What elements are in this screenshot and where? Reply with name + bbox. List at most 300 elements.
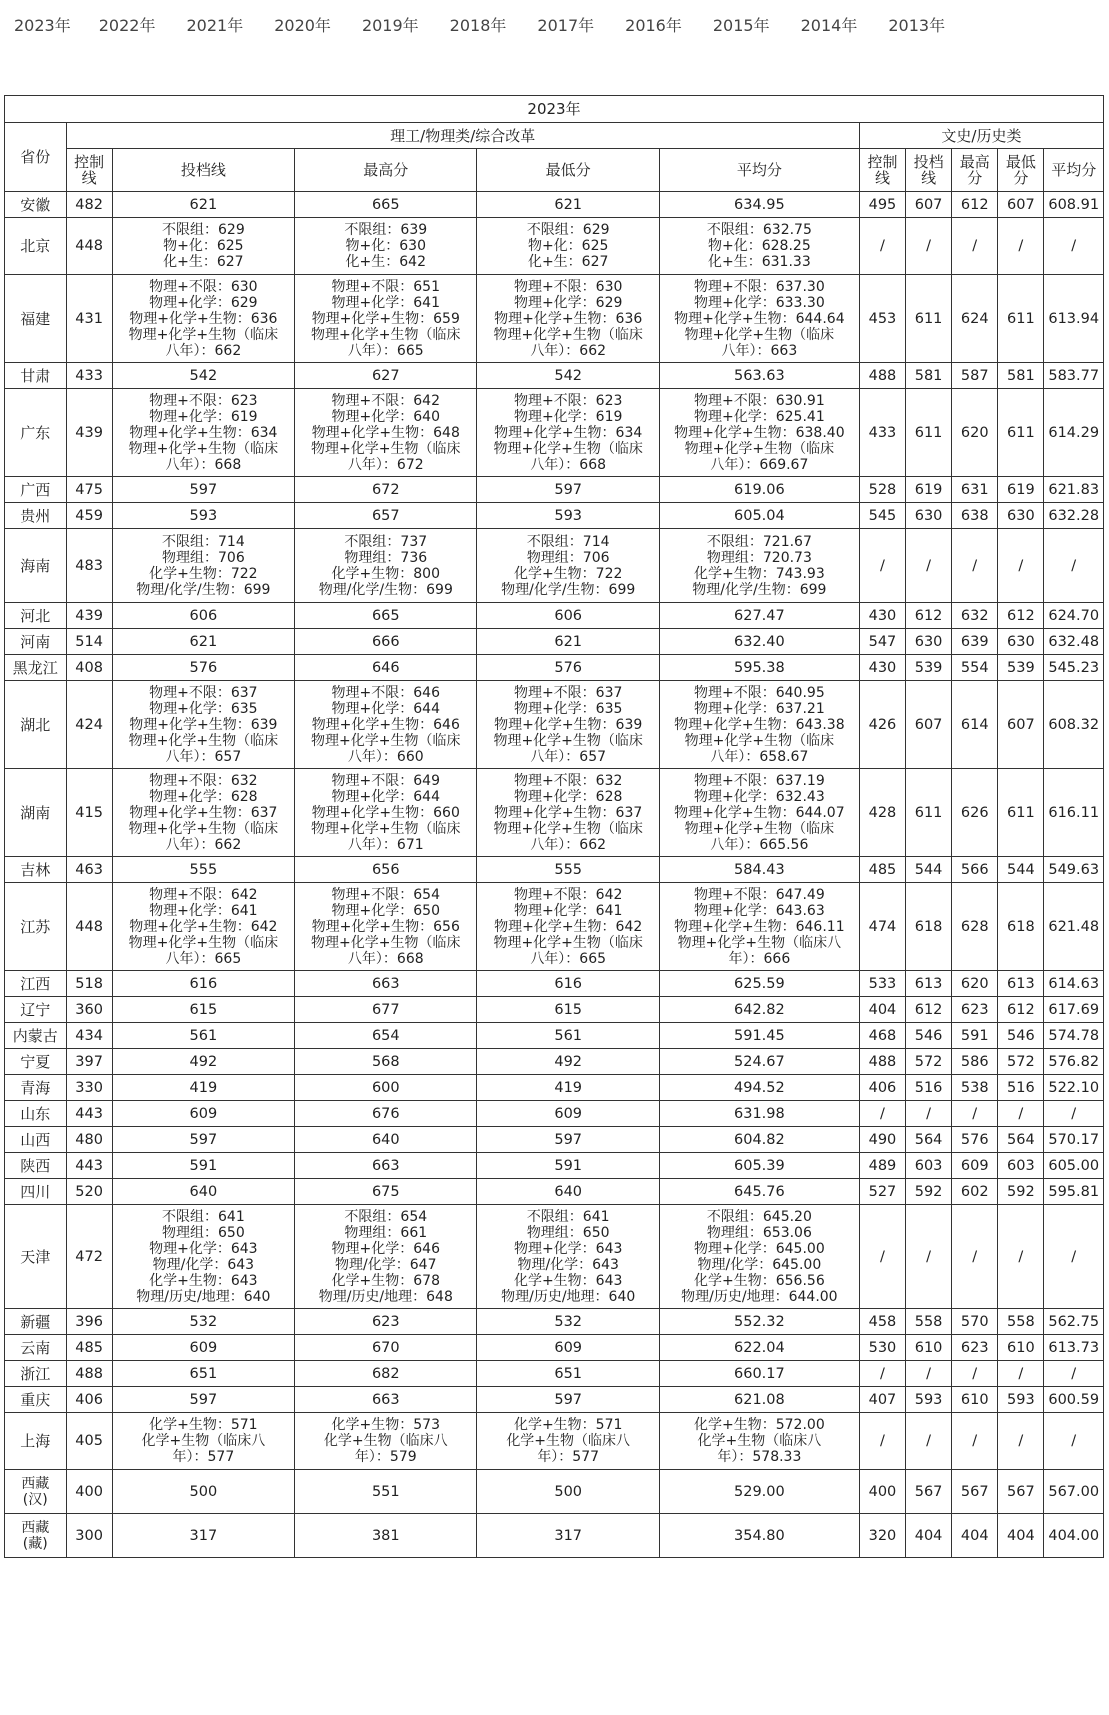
arts-score-cell: 631 — [952, 477, 998, 503]
arts-score-cell: 562.75 — [1044, 1309, 1104, 1335]
science-score-cell: 609 — [112, 1101, 294, 1127]
arts-score-cell: / — [859, 1101, 905, 1127]
province-cell: 贵州 — [5, 503, 67, 529]
arts-score-cell: / — [952, 529, 998, 603]
table-row — [5, 997, 1104, 1023]
science-score-cell: 555 — [112, 857, 294, 883]
science-score-cell: 615 — [477, 997, 659, 1023]
arts-score-cell: 404 — [952, 1514, 998, 1558]
science-score-cell: 物理+不限：637.19 物理+化学：632.43 物理+化学+生物：644.07 物理+化学+生物（临床 八年）：665.56 — [659, 769, 859, 857]
table-row — [5, 1049, 1104, 1075]
science-score-cell: 不限组：721.67 物理组：720.73 化学+生物：743.93 物理/化学/生物：699 — [659, 529, 859, 603]
science-score-cell: 623 — [295, 1309, 477, 1335]
science-score-cell: 物理+不限：651 物理+化学：641 物理+化学+生物：659 物理+化学+生物（临床 八年）：665 — [295, 275, 477, 363]
arts-score-cell: 607 — [998, 192, 1044, 218]
table-year-title: 2023年 — [5, 96, 1104, 123]
year-tab[interactable]: 2016年 — [625, 16, 682, 35]
science-score-cell: 591.45 — [659, 1023, 859, 1049]
table-row — [5, 1179, 1104, 1205]
arts-score-cell: 609 — [952, 1153, 998, 1179]
table-row — [5, 389, 1104, 477]
science-score-cell: 不限组：714 物理组：706 化学+生物：722 物理/化学/生物：699 — [477, 529, 659, 603]
science-score-cell: 605.39 — [659, 1153, 859, 1179]
arts-score-cell: / — [859, 1361, 905, 1387]
arts-score-cell: 632.28 — [1044, 503, 1104, 529]
year-tab[interactable]: 2014年 — [800, 16, 858, 35]
science-score-cell: 397 — [66, 1049, 112, 1075]
arts-score-cell: 611 — [998, 389, 1044, 477]
province-cell: 北京 — [5, 218, 67, 275]
arts-score-cell: 566 — [952, 857, 998, 883]
arts-score-cell: 605.00 — [1044, 1153, 1104, 1179]
year-tab[interactable]: 2020年 — [274, 16, 331, 35]
arts-score-cell: / — [952, 1413, 998, 1470]
arts-score-cell: 488 — [859, 1049, 905, 1075]
province-cell: 辽宁 — [5, 997, 67, 1023]
arts-score-cell: 488 — [859, 363, 905, 389]
science-score-cell: 不限组：737 物理组：736 化学+生物：800 物理/化学/生物：699 — [295, 529, 477, 603]
science-score-cell: 物理+不限：642 物理+化学：641 物理+化学+生物：642 物理+化学+生物（临床 八年）：665 — [112, 883, 294, 971]
science-score-cell: 621 — [112, 629, 294, 655]
science-score-cell: 354.80 — [659, 1514, 859, 1558]
arts-score-cell: 587 — [952, 363, 998, 389]
science-score-cell: 682 — [295, 1361, 477, 1387]
science-score-cell: 551 — [295, 1470, 477, 1514]
table-row — [5, 192, 1104, 218]
arts-score-cell: 564 — [906, 1127, 952, 1153]
science-score-cell: 415 — [66, 769, 112, 857]
science-score-cell: 330 — [66, 1075, 112, 1101]
science-score-cell: 518 — [66, 971, 112, 997]
science-score-cell: 672 — [295, 477, 477, 503]
science-score-cell: 物理+不限：654 物理+化学：650 物理+化学+生物：656 物理+化学+生物（临床 八年）：668 — [295, 883, 477, 971]
science-score-cell: 400 — [66, 1470, 112, 1514]
table-row — [5, 1127, 1104, 1153]
year-tab[interactable]: 2022年 — [98, 16, 156, 35]
science-score-cell: 563.63 — [659, 363, 859, 389]
science-score-cell: 物理+不限：647.49 物理+化学：643.63 物理+化学+生物：646.11 物理+化学+生物（临床八 年）：666 — [659, 883, 859, 971]
column-header: 最低分 — [477, 149, 659, 192]
year-tabs — [14, 14, 976, 38]
arts-score-cell: 614.63 — [1044, 971, 1104, 997]
arts-score-cell: 567 — [906, 1470, 952, 1514]
table-row — [5, 769, 1104, 857]
arts-score-cell: 620 — [952, 971, 998, 997]
arts-score-cell: 618 — [998, 883, 1044, 971]
arts-score-cell: 610 — [906, 1335, 952, 1361]
province-cell: 甘肃 — [5, 363, 67, 389]
arts-score-cell: 611 — [906, 389, 952, 477]
arts-score-cell: 630 — [998, 503, 1044, 529]
province-cell: 海南 — [5, 529, 67, 603]
arts-score-cell: 406 — [859, 1075, 905, 1101]
science-score-cell: 不限组：654 物理组：661 物理+化学：646 物理/化学：647 化学+生物：678 物理/历史/地理：648 — [295, 1205, 477, 1309]
table-row — [5, 275, 1104, 363]
arts-score-cell: 624.70 — [1044, 603, 1104, 629]
table-row — [5, 529, 1104, 603]
science-score-cell: 621 — [477, 192, 659, 218]
arts-score-cell: / — [952, 218, 998, 275]
science-score-cell: 597 — [112, 1387, 294, 1413]
science-score-cell: 640 — [112, 1179, 294, 1205]
science-score-cell: 597 — [112, 1127, 294, 1153]
arts-score-cell: / — [906, 1101, 952, 1127]
science-score-cell: 597 — [477, 1127, 659, 1153]
science-score-cell: 651 — [477, 1361, 659, 1387]
science-score-cell: 物理+不限：623 物理+化学：619 物理+化学+生物：634 物理+化学+生物（临床 八年）：668 — [112, 389, 294, 477]
arts-score-cell: 603 — [906, 1153, 952, 1179]
table-row — [5, 477, 1104, 503]
science-score-cell: 物理+不限：649 物理+化学：644 物理+化学+生物：660 物理+化学+生物（临床 八年）：671 — [295, 769, 477, 857]
province-cell: 内蒙古 — [5, 1023, 67, 1049]
science-score-cell: 632.40 — [659, 629, 859, 655]
science-score-cell: 645.76 — [659, 1179, 859, 1205]
science-score-cell: 621 — [477, 629, 659, 655]
arts-score-cell: 611 — [998, 275, 1044, 363]
arts-score-cell: 558 — [998, 1309, 1044, 1335]
arts-score-cell: 603 — [998, 1153, 1044, 1179]
arts-score-cell: 549.63 — [1044, 857, 1104, 883]
province-cell: 吉林 — [5, 857, 67, 883]
science-score-cell: 443 — [66, 1153, 112, 1179]
arts-score-cell: 530 — [859, 1335, 905, 1361]
science-score-cell: 488 — [66, 1361, 112, 1387]
science-score-cell: 677 — [295, 997, 477, 1023]
arts-score-cell: 628 — [952, 883, 998, 971]
province-cell: 宁夏 — [5, 1049, 67, 1075]
table-row — [5, 1387, 1104, 1413]
arts-score-cell: 458 — [859, 1309, 905, 1335]
table-row — [5, 655, 1104, 681]
science-score-cell: 627.47 — [659, 603, 859, 629]
table-row — [5, 1413, 1104, 1470]
province-cell: 黑龙江 — [5, 655, 67, 681]
table-row — [5, 883, 1104, 971]
year-tab[interactable]: 2013年 — [888, 16, 946, 35]
science-score-cell: 621 — [112, 192, 294, 218]
arts-score-cell: 630 — [906, 503, 952, 529]
arts-score-cell: 632.48 — [1044, 629, 1104, 655]
province-cell: 广西 — [5, 477, 67, 503]
province-cell: 山西 — [5, 1127, 67, 1153]
science-score-cell: 675 — [295, 1179, 477, 1205]
science-score-cell: 591 — [477, 1153, 659, 1179]
arts-score-cell: / — [998, 1101, 1044, 1127]
year-tab[interactable]: 2023年 — [14, 16, 71, 35]
science-score-cell: 419 — [477, 1075, 659, 1101]
year-tab[interactable]: 2018年 — [449, 16, 507, 35]
arts-score-cell: 595.81 — [1044, 1179, 1104, 1205]
table-row — [5, 218, 1104, 275]
year-tab[interactable]: 2017年 — [537, 16, 595, 35]
science-score-cell: 物理+不限：623 物理+化学：619 物理+化学+生物：634 物理+化学+生物（临床 八年）：668 — [477, 389, 659, 477]
arts-score-cell: 593 — [998, 1387, 1044, 1413]
science-score-cell: 物理+不限：642 物理+化学：641 物理+化学+生物：642 物理+化学+生物（临床 八年）：665 — [477, 883, 659, 971]
science-score-cell: 646 — [295, 655, 477, 681]
science-score-cell: 不限组：632.75 物+化：628.25 化+生：631.33 — [659, 218, 859, 275]
science-score-cell: 606 — [112, 603, 294, 629]
province-cell: 重庆 — [5, 1387, 67, 1413]
province-cell: 上海 — [5, 1413, 67, 1470]
science-score-cell: 568 — [295, 1049, 477, 1075]
province-cell: 广东 — [5, 389, 67, 477]
arts-score-cell: 547 — [859, 629, 905, 655]
science-score-cell: 物理+不限：637 物理+化学：635 物理+化学+生物：639 物理+化学+生物（临床 八年）：657 — [112, 681, 294, 769]
science-score-cell: 654 — [295, 1023, 477, 1049]
arts-score-cell: 623 — [952, 1335, 998, 1361]
arts-score-cell: / — [1044, 529, 1104, 603]
arts-score-cell: 468 — [859, 1023, 905, 1049]
science-score-cell: 615 — [112, 997, 294, 1023]
arts-score-cell: 400 — [859, 1470, 905, 1514]
science-score-cell: 552.32 — [659, 1309, 859, 1335]
arts-score-cell: / — [859, 529, 905, 603]
science-score-cell: 不限组：629 物+化：625 化+生：627 — [112, 218, 294, 275]
province-cell: 江苏 — [5, 883, 67, 971]
table-row — [5, 503, 1104, 529]
arts-score-cell: 586 — [952, 1049, 998, 1075]
arts-score-cell: 554 — [952, 655, 998, 681]
arts-score-cell: 632 — [952, 603, 998, 629]
province-cell: 西藏 (汉) — [5, 1470, 67, 1514]
science-score-cell: 物理+不限：630 物理+化学：629 物理+化学+生物：636 物理+化学+生物（临床 八年）：662 — [112, 275, 294, 363]
science-score-cell: 500 — [477, 1470, 659, 1514]
arts-score-cell: 613.94 — [1044, 275, 1104, 363]
arts-score-cell: 621.83 — [1044, 477, 1104, 503]
province-cell: 安徽 — [5, 192, 67, 218]
arts-score-cell: / — [998, 1361, 1044, 1387]
arts-score-cell: 613 — [906, 971, 952, 997]
arts-score-cell: 617.69 — [1044, 997, 1104, 1023]
science-score-cell: 640 — [295, 1127, 477, 1153]
year-tab[interactable]: 2015年 — [712, 16, 770, 35]
science-score-cell: 606 — [477, 603, 659, 629]
arts-score-cell: 614 — [952, 681, 998, 769]
science-score-cell: 561 — [112, 1023, 294, 1049]
science-score-cell: 622.04 — [659, 1335, 859, 1361]
arts-score-cell: / — [859, 218, 905, 275]
arts-score-cell: / — [859, 1205, 905, 1309]
arts-score-cell: 404 — [998, 1514, 1044, 1558]
arts-score-cell: 544 — [998, 857, 1044, 883]
science-score-cell: 542 — [477, 363, 659, 389]
arts-score-cell: / — [998, 529, 1044, 603]
science-score-cell: 472 — [66, 1205, 112, 1309]
table-row — [5, 1361, 1104, 1387]
science-score-cell: 482 — [66, 192, 112, 218]
province-cell: 湖南 — [5, 769, 67, 857]
science-score-cell: 381 — [295, 1514, 477, 1558]
science-score-cell: 634.95 — [659, 192, 859, 218]
table-row — [5, 857, 1104, 883]
province-cell: 云南 — [5, 1335, 67, 1361]
science-score-cell: 656 — [295, 857, 477, 883]
science-score-cell: 431 — [66, 275, 112, 363]
arts-score-cell: 567 — [998, 1470, 1044, 1514]
table-row — [5, 1075, 1104, 1101]
admission-score-table — [4, 95, 1104, 1558]
arts-score-cell: / — [998, 1205, 1044, 1309]
arts-score-cell: / — [1044, 1361, 1104, 1387]
column-header: 投档线 — [906, 149, 952, 192]
arts-score-cell: 607 — [906, 192, 952, 218]
science-score-cell: 619.06 — [659, 477, 859, 503]
science-score-cell: 561 — [477, 1023, 659, 1049]
science-score-cell: 483 — [66, 529, 112, 603]
column-header: 最高分 — [952, 149, 998, 192]
science-score-cell: 660.17 — [659, 1361, 859, 1387]
arts-score-cell: 545.23 — [1044, 655, 1104, 681]
science-score-cell: 物理+不限：630 物理+化学：629 物理+化学+生物：636 物理+化学+生物（临床 八年）：662 — [477, 275, 659, 363]
science-score-cell: 物理+不限：637 物理+化学：635 物理+化学+生物：639 物理+化学+生物（临床 八年）：657 — [477, 681, 659, 769]
science-score-cell: 439 — [66, 389, 112, 477]
arts-score-cell: 611 — [998, 769, 1044, 857]
year-tab[interactable]: 2021年 — [186, 16, 244, 35]
science-score-cell: 657 — [295, 503, 477, 529]
science-score-cell: 593 — [112, 503, 294, 529]
science-score-cell: 300 — [66, 1514, 112, 1558]
science-score-cell: 665 — [295, 603, 477, 629]
arts-score-cell: 539 — [998, 655, 1044, 681]
science-score-cell: 663 — [295, 1387, 477, 1413]
arts-score-cell: 490 — [859, 1127, 905, 1153]
province-cell: 陕西 — [5, 1153, 67, 1179]
column-header: 控制线 — [66, 149, 112, 192]
province-cell: 西藏 (藏) — [5, 1514, 67, 1558]
science-score-cell: 663 — [295, 971, 477, 997]
science-score-cell: 609 — [112, 1335, 294, 1361]
arts-score-cell: 616.11 — [1044, 769, 1104, 857]
arts-score-cell: 538 — [952, 1075, 998, 1101]
province-cell: 天津 — [5, 1205, 67, 1309]
arts-score-cell: / — [998, 218, 1044, 275]
science-score-cell: 593 — [477, 503, 659, 529]
arts-score-cell: 567.00 — [1044, 1470, 1104, 1514]
arts-score-cell: 404 — [906, 1514, 952, 1558]
science-score-cell: 595.38 — [659, 655, 859, 681]
science-score-cell: 576 — [112, 655, 294, 681]
arts-score-cell: / — [998, 1413, 1044, 1470]
arts-score-cell: / — [906, 1413, 952, 1470]
arts-score-cell: 613.73 — [1044, 1335, 1104, 1361]
column-header: 平均分 — [1044, 149, 1104, 192]
arts-score-cell: 612 — [952, 192, 998, 218]
science-score-cell: 609 — [477, 1101, 659, 1127]
arts-score-cell: 546 — [906, 1023, 952, 1049]
arts-score-cell: 516 — [906, 1075, 952, 1101]
arts-group-header: 文史/历史类 — [859, 123, 1103, 149]
arts-score-cell: 614.29 — [1044, 389, 1104, 477]
arts-score-cell: / — [952, 1101, 998, 1127]
arts-score-cell: 591 — [952, 1023, 998, 1049]
arts-score-cell: 567 — [952, 1470, 998, 1514]
arts-score-cell: 593 — [906, 1387, 952, 1413]
province-cell: 四川 — [5, 1179, 67, 1205]
province-cell: 河南 — [5, 629, 67, 655]
arts-score-cell: 630 — [906, 629, 952, 655]
science-score-cell: 616 — [477, 971, 659, 997]
table-row — [5, 1514, 1104, 1558]
science-score-cell: 485 — [66, 1335, 112, 1361]
arts-score-cell: 495 — [859, 192, 905, 218]
science-score-cell: 不限组：645.20 物理组：653.06 物理+化学：645.00 物理/化学：645.00 化学+生物：656.56 物理/历史/地理：644.00 — [659, 1205, 859, 1309]
science-score-cell: 物理+不限：646 物理+化学：644 物理+化学+生物：646 物理+化学+生物（临床 八年）：660 — [295, 681, 477, 769]
science-score-cell: 406 — [66, 1387, 112, 1413]
arts-score-cell: 426 — [859, 681, 905, 769]
arts-score-cell: / — [859, 1413, 905, 1470]
arts-score-cell: 608.91 — [1044, 192, 1104, 218]
science-score-cell: 439 — [66, 603, 112, 629]
arts-score-cell: 572 — [906, 1049, 952, 1075]
science-score-cell: 396 — [66, 1309, 112, 1335]
arts-score-cell: 626 — [952, 769, 998, 857]
arts-score-cell: / — [906, 529, 952, 603]
arts-score-cell: 607 — [998, 681, 1044, 769]
arts-score-cell: 546 — [998, 1023, 1044, 1049]
arts-score-cell: 612 — [998, 603, 1044, 629]
table-row — [5, 1335, 1104, 1361]
arts-score-cell: 608.32 — [1044, 681, 1104, 769]
science-score-cell: 555 — [477, 857, 659, 883]
year-tab[interactable]: 2019年 — [361, 16, 419, 35]
arts-score-cell: 638 — [952, 503, 998, 529]
province-cell: 浙江 — [5, 1361, 67, 1387]
arts-score-cell: 612 — [998, 997, 1044, 1023]
column-header: 最低分 — [998, 149, 1044, 192]
province-cell: 湖北 — [5, 681, 67, 769]
table-row — [5, 603, 1104, 629]
arts-score-cell: 572 — [998, 1049, 1044, 1075]
science-score-cell: 666 — [295, 629, 477, 655]
table-row — [5, 681, 1104, 769]
arts-score-cell: 612 — [906, 997, 952, 1023]
science-score-cell: 597 — [477, 477, 659, 503]
arts-score-cell: 522.10 — [1044, 1075, 1104, 1101]
column-header: 平均分 — [659, 149, 859, 192]
arts-score-cell: 407 — [859, 1387, 905, 1413]
province-cell: 青海 — [5, 1075, 67, 1101]
science-score-cell: 317 — [112, 1514, 294, 1558]
arts-score-cell: 516 — [998, 1075, 1044, 1101]
arts-score-cell: 623 — [952, 997, 998, 1023]
science-score-cell: 434 — [66, 1023, 112, 1049]
science-score-cell: 625.59 — [659, 971, 859, 997]
province-cell: 河北 — [5, 603, 67, 629]
science-score-cell: 576 — [477, 655, 659, 681]
arts-score-cell: 624 — [952, 275, 998, 363]
arts-score-cell: / — [1044, 1101, 1104, 1127]
science-score-cell: 631.98 — [659, 1101, 859, 1127]
column-header: 控制线 — [859, 149, 905, 192]
arts-score-cell: / — [906, 1205, 952, 1309]
science-score-cell: 物理+不限：642 物理+化学：640 物理+化学+生物：648 物理+化学+生物（临床 八年）：672 — [295, 389, 477, 477]
science-score-cell: 物理+不限：632 物理+化学：628 物理+化学+生物：637 物理+化学+生物（临床 八年）：662 — [112, 769, 294, 857]
science-score-cell: 529.00 — [659, 1470, 859, 1514]
science-score-cell: 化学+生物：571 化学+生物（临床八 年）：577 — [477, 1413, 659, 1470]
table-row — [5, 1309, 1104, 1335]
table-row — [5, 1205, 1104, 1309]
science-score-cell: 408 — [66, 655, 112, 681]
arts-score-cell: 612 — [906, 603, 952, 629]
science-score-cell: 604.82 — [659, 1127, 859, 1153]
arts-score-cell: 453 — [859, 275, 905, 363]
arts-score-cell: 610 — [952, 1387, 998, 1413]
arts-score-cell: 527 — [859, 1179, 905, 1205]
arts-score-cell: / — [952, 1361, 998, 1387]
science-score-cell: 480 — [66, 1127, 112, 1153]
science-score-cell: 500 — [112, 1470, 294, 1514]
arts-score-cell: / — [952, 1205, 998, 1309]
